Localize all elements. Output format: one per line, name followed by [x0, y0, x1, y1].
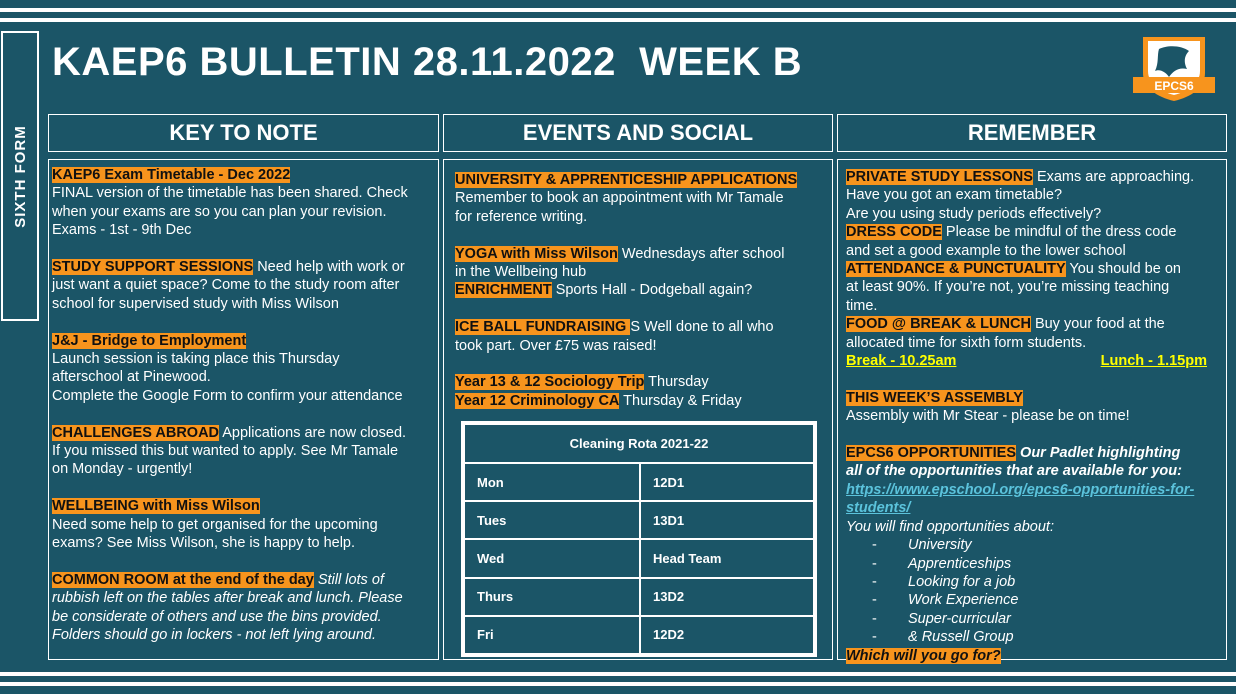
food-text: Buy your food at the: [1030, 316, 1165, 333]
challenges-abroad-line3: on Monday - urgently!: [52, 461, 193, 478]
criminology-text: Thursday & Friday: [619, 392, 742, 409]
break-time: Break - 10.25am: [846, 353, 957, 370]
bottom-stripe: [0, 672, 1236, 676]
attendance-heading: ATTENDANCE & PUNCTUALITY: [846, 261, 1066, 278]
rota-day: Wed: [464, 539, 640, 577]
rota-day: Tues: [464, 501, 640, 539]
padlet-link-continued[interactable]: students/: [846, 500, 911, 517]
challenges-abroad-line2: If you missed this but wanted to apply. See Mr Tamale: [52, 443, 399, 460]
rota-group: 13D2: [640, 578, 814, 616]
study-support-item: [52, 258, 435, 276]
padlet-link[interactable]: https://www.epschool.org/epcs6-opportunities-for-: [846, 481, 1195, 498]
assembly-item: [846, 389, 1223, 407]
enrichment-text: Sports Hall - Dodgeball again?: [551, 282, 753, 299]
common-room-text: Still lots of: [313, 571, 384, 588]
enrichment-item: [455, 281, 829, 299]
list-item: - Super-curricular: [872, 610, 1011, 627]
wellbeing-heading: WELLBEING with Miss Wilson: [52, 498, 260, 515]
jj-line2: afterschool at Pinewood.: [52, 369, 211, 386]
food-item: [846, 315, 1223, 333]
private-study-line3: Are you using study periods effectively?: [846, 205, 1102, 222]
dress-code-line2: and set a good example to the lower school: [846, 242, 1126, 259]
wellbeing-line1: Need some help to get organised for the upcoming: [52, 516, 378, 533]
study-support-line3: school for supervised study with Miss Wilson: [52, 295, 339, 312]
top-stripe-2: [0, 18, 1236, 22]
table-row: [464, 501, 814, 539]
criminology-item: [455, 392, 829, 410]
rota-title: Cleaning Rota 2021-22: [464, 424, 814, 463]
jj-line1: Launch session is taking place this Thursday: [52, 351, 340, 368]
challenges-abroad-text: Applications are now closed.: [219, 424, 407, 441]
table-row: [464, 463, 814, 501]
rota-day: Thurs: [464, 578, 640, 616]
remember-column: [837, 159, 1227, 664]
key-to-note-column: [48, 159, 439, 660]
attendance-line3: time.: [846, 297, 878, 314]
dress-code-item: [846, 223, 1223, 241]
uni-item: [455, 171, 829, 189]
dress-code-heading: DRESS CODE: [846, 224, 942, 241]
assembly-line1: Assembly with Mr Stear - please be on time!: [846, 408, 1130, 425]
sociology-trip-text: Thursday: [644, 374, 709, 391]
remember-heading: REMEMBER: [837, 114, 1227, 152]
jj-heading: J&J - Bridge to Employment: [52, 332, 247, 349]
study-support-heading: STUDY SUPPORT SESSIONS: [52, 259, 254, 276]
list-item: - Work Experience: [872, 592, 1019, 609]
challenges-abroad-item: [52, 424, 435, 442]
school-crest-logo: [1133, 33, 1215, 103]
opportunities-line2: all of the opportunities that are available for you:: [846, 463, 1182, 480]
assembly-heading: THIS WEEK’S ASSEMBLY: [846, 389, 1023, 406]
common-room-line4: Folders should go in lockers - not left lying around.: [52, 627, 377, 644]
sociology-trip-item: [455, 373, 829, 391]
exam-timetable-item: [52, 166, 435, 184]
private-study-heading: PRIVATE STUDY LESSONS: [846, 169, 1033, 185]
private-study-line2: Have you got an exam timetable?: [846, 187, 1063, 204]
exam-timetable-line3: Exams - 1st - 9th Dec: [52, 222, 192, 239]
common-room-line2: rubbish left on the tables after break and lunch. Please: [52, 590, 403, 607]
enrichment-heading: ENRICHMENT: [455, 282, 552, 299]
wellbeing-item: [52, 497, 435, 515]
rota-group: 12D1: [640, 463, 814, 501]
ice-ball-heading: ICE BALL FUNDRAISING: [455, 319, 631, 336]
attendance-line2: at least 90%. If you’re not, you’re missing teaching: [846, 279, 1170, 296]
bottom-stripe-2: [0, 682, 1236, 686]
study-support-line2: just want a quiet space? Come to the study room after: [52, 277, 400, 294]
dress-code-text: Please be mindful of the dress code: [941, 224, 1177, 241]
ice-ball-text: S Well done to all who: [630, 319, 774, 336]
ice-ball-item: [455, 318, 829, 336]
common-room-item: [52, 571, 435, 589]
opportunities-heading: EPCS6 OPPORTUNITIES: [846, 445, 1017, 462]
table-row: [464, 539, 814, 577]
list-item: - University: [872, 537, 972, 554]
jj-item: [52, 332, 435, 350]
sixth-form-side-tab: [1, 31, 39, 321]
yoga-item: [455, 245, 829, 263]
jj-line3: Complete the Google Form to confirm your attendance: [52, 387, 403, 404]
rota-group: 12D2: [640, 616, 814, 654]
page-title: KAEP6 BULLETIN 28.11.2022 WEEK B: [52, 40, 803, 84]
events-heading: EVENTS AND SOCIAL: [443, 114, 833, 152]
yoga-line2: in the Wellbeing hub: [455, 264, 587, 281]
wellbeing-line2: exams? See Miss Wilson, she is happy to help.: [52, 535, 356, 552]
food-line2: allocated time for sixth form students.: [846, 334, 1087, 351]
opportunities-text: Our Padlet highlighting: [1016, 445, 1181, 462]
opportunities-item: [846, 444, 1223, 462]
common-room-heading: COMMON ROOM at the end of the day: [52, 571, 314, 588]
criminology-heading: Year 12 Criminology CA: [455, 392, 620, 409]
table-row: [464, 578, 814, 616]
ice-ball-line2: took part. Over £75 was raised!: [455, 337, 657, 354]
cleaning-rota-table: [461, 421, 817, 657]
rota-day: Mon: [464, 463, 640, 501]
uni-line2: for reference writing.: [455, 208, 588, 225]
challenges-abroad-heading: CHALLENGES ABROAD: [52, 424, 220, 441]
uni-heading: UNIVERSITY & APPRENTICESHIP APPLICATIONS: [455, 172, 798, 188]
rota-group: 13D1: [640, 501, 814, 539]
yoga-heading: YOGA with Miss Wilson: [455, 245, 618, 262]
common-room-line3: be considerate of others and use the bins provided.: [52, 608, 382, 625]
opportunities-list: [846, 536, 1223, 646]
opportunities-intro: You will find opportunities about:: [846, 518, 1054, 535]
exam-timetable-line1: FINAL version of the timetable has been shared. Check: [52, 185, 408, 202]
yoga-text: Wednesdays after school: [617, 245, 785, 262]
opportunities-closing: Which will you go for?: [846, 647, 1001, 664]
uni-line1: Remember to book an appointment with Mr Tamale: [455, 190, 784, 207]
private-study-item: [846, 168, 1223, 186]
lunch-time: Lunch - 1.15pm: [1100, 353, 1207, 370]
list-item: - Apprenticeships: [872, 555, 1012, 572]
exam-timetable-heading: KAEP6 Exam Timetable - Dec 2022: [52, 167, 291, 183]
attendance-text: You should be on: [1065, 261, 1181, 278]
food-heading: FOOD @ BREAK & LUNCH: [846, 316, 1031, 333]
sociology-trip-heading: Year 13 & 12 Sociology Trip: [455, 374, 645, 391]
top-stripe: [0, 8, 1236, 12]
key-to-note-heading: KEY TO NOTE: [48, 114, 439, 152]
private-study-text: Exams are approaching.: [1032, 169, 1195, 185]
list-item: - Looking for a job: [872, 573, 1016, 590]
logo-text: EPCS6: [1154, 79, 1194, 93]
table-row: [464, 616, 814, 654]
rota-group: Head Team: [640, 539, 814, 577]
break-lunch-times: [846, 352, 1223, 370]
exam-timetable-line2: when your exams are so you can plan your revision.: [52, 203, 387, 220]
study-support-text: Need help with work or: [253, 259, 405, 276]
attendance-item: [846, 260, 1223, 278]
list-item: - & Russell Group: [872, 629, 1014, 646]
side-label: SIXTH FORM: [11, 124, 29, 228]
rota-day: Fri: [464, 616, 640, 654]
